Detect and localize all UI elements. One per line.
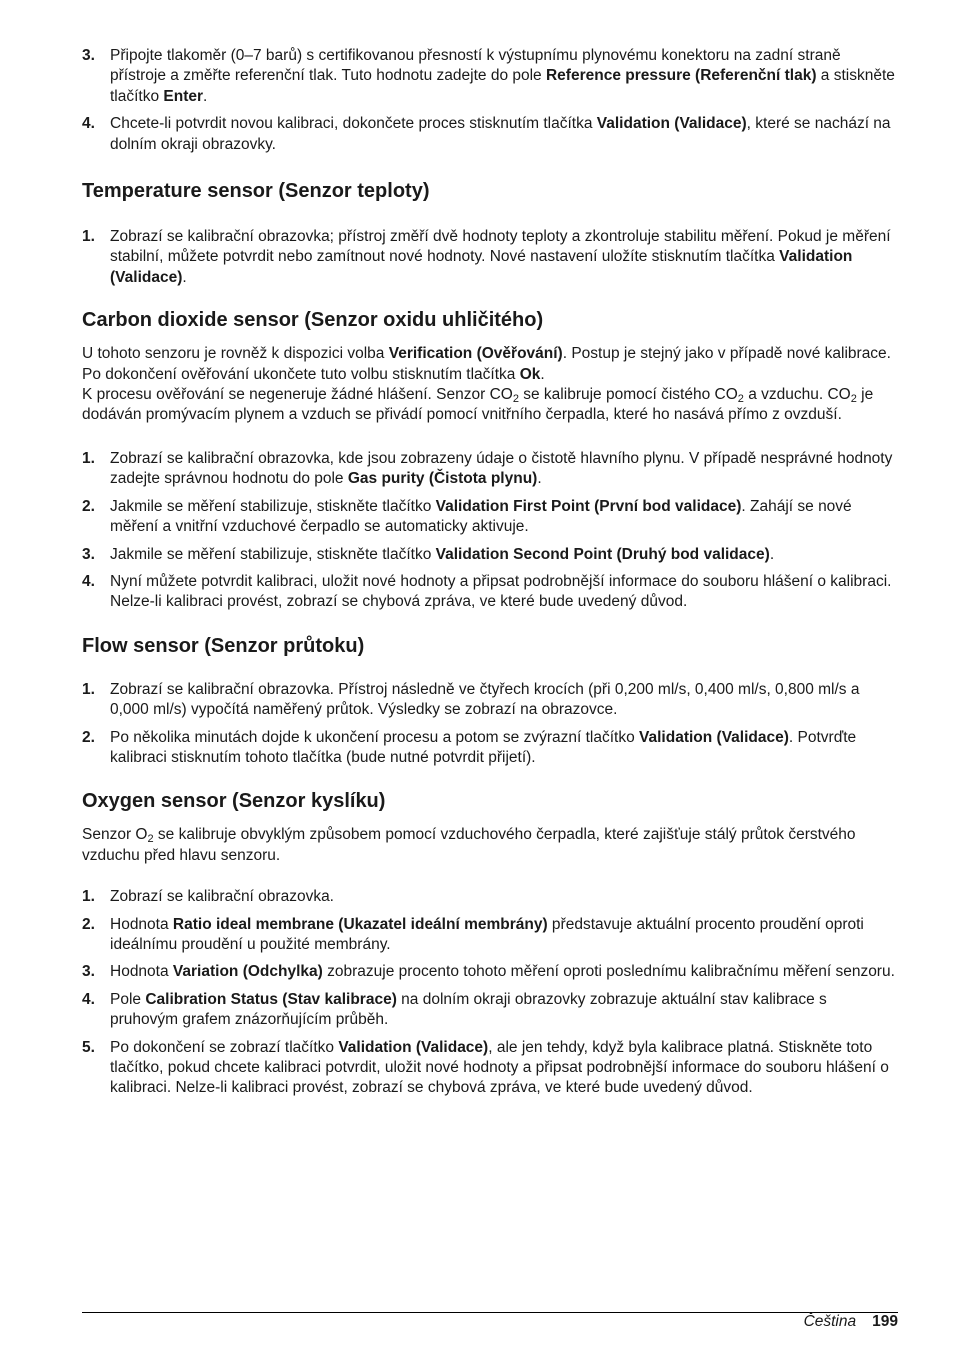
step-number: 5. <box>82 1038 95 1056</box>
step-text: Nyní můžete potvrdit kalibraci, uložit nové hodnoty a připsat podrobnější informace do souboru hlášení o kalibraci. Nelze-li kalibraci provést, zobrazí se chybová zpráva, ve které bude uvedený důvod. <box>110 572 892 611</box>
list-item <box>82 114 898 155</box>
step-text: Připojte tlakoměr (0–7 barů) s certifikovanou přesností k výstupnímu plynovému konektoru na zadní straně přístroje a změřte referenční tlak. Tuto hodnotu zadejte do pole Reference pressure (Referenční tlak) a stiskněte tlačítko Enter. <box>110 47 895 105</box>
list-item <box>82 915 898 956</box>
section-heading-flow: Flow sensor (Senzor průtoku) <box>82 634 365 657</box>
step-text: Po několika minutách dojde k ukončení procesu a potom se zvýrazní tlačítko Validation (Validace). Potvrďte kalibraci stisknutím tohoto tlačítka (bude nutné potvrdit přijetí). <box>110 728 857 766</box>
step-number: 1. <box>82 888 95 906</box>
flow-steps <box>82 680 898 769</box>
page-number: 199 <box>872 1313 898 1330</box>
step-number: 4. <box>82 990 95 1008</box>
step-text: Chcete-li potvrdit novou kalibraci, dokončete proces stisknutím tlačítka Validation (Validace), které se nachází na dolním okraji obrazovky. <box>110 115 891 153</box>
step-text: Zobrazí se kalibrační obrazovka. <box>110 888 334 906</box>
step-text: Hodnota Variation (Odchylka) zobrazuje procento tohoto měření oproti poslednímu kalibračnímu měření senzoru. <box>110 963 895 981</box>
co2-steps <box>82 449 898 613</box>
step-number: 4. <box>82 572 95 590</box>
section-heading-co2: Carbon dioxide sensor (Senzor oxidu uhličitého) <box>82 309 544 332</box>
list-item <box>82 46 898 107</box>
list-item <box>82 680 898 721</box>
step-number: 4. <box>82 115 95 133</box>
oxygen-paragraph: Senzor $O_2$ se kalibruje obvyklým způsobem pomocí vzduchového čerpadla, které zajišťuje stálý průtok čerstvého vzduchu před hlavu senzoru. <box>82 826 856 864</box>
list-item <box>82 962 898 982</box>
step-text: Jakmile se měření stabilizuje, stiskněte tlačítko Validation Second Point (Druhý bod validace). <box>110 545 775 563</box>
page-content <box>82 46 898 1106</box>
list-item <box>82 497 898 538</box>
step-text: Zobrazí se kalibrační obrazovka. Přístroj následně ve čtyřech krocích (při 0,200 ml/s, 0,400 ml/s, 0,800 ml/s a 0,000 ml/s) vypočítá naměřený průtok. Výsledky se zobrazí na obrazovce. <box>110 680 860 719</box>
list-item <box>82 887 898 907</box>
list-item <box>82 572 898 613</box>
list-item <box>82 990 898 1031</box>
step-text: Pole Calibration Status (Stav kalibrace) na dolním okraji obrazovky zobrazuje aktuální stav kalibrace s pruhovým grafem znázorňujícím průběh. <box>110 990 827 1029</box>
step-text: Zobrazí se kalibrační obrazovka, kde jsou zobrazeny údaje o čistotě hlavního plynu. V případě nesprávné hodnoty zadejte správnou hodnotu do pole Gas purity (Čistota plynu). <box>110 449 893 488</box>
section-heading-oxygen: Oxygen sensor (Senzor kyslíku) <box>82 790 386 813</box>
page-footer <box>804 1312 898 1332</box>
section-heading-temperature: Temperature sensor (Senzor teploty) <box>82 180 430 203</box>
co2-paragraph: U tohoto senzoru je rovněž k dispozici volba Verification (Ověřování). Postup je stejný jako v případě nové kalibrace. Po dokončení ověřování ukončete tuto volbu stisknutím tlačítka Ok. K procesu ověřování se negeneruje žádné hlášení. Senzor $CO_2$ se kalibruje pomocí čistého $CO_2$ a vzduchu. $CO_2$ je dodáván promývacím plynem a vzduch se přivádí pomocí vnitřního čerpadla, které ho nasává přímo z ovzduší. <box>82 345 891 424</box>
oxygen-steps <box>82 887 898 1099</box>
temperature-steps <box>82 227 898 288</box>
footer-divider <box>82 1312 898 1313</box>
step-number: 1. <box>82 449 95 467</box>
step-number: 3. <box>82 47 95 64</box>
list-item <box>82 545 898 565</box>
footer-language: Čeština <box>803 1313 857 1330</box>
step-text: Hodnota Ratio ideal membrane (Ukazatel ideální membrány) představuje aktuální procento proudění oproti ideálnímu proudění u použité membrány. <box>110 915 864 953</box>
step-number: 1. <box>82 228 95 246</box>
step-number: 2. <box>82 728 95 746</box>
step-number: 2. <box>82 497 95 515</box>
list-item <box>82 1038 898 1099</box>
step-text: Po dokončení se zobrazí tlačítko Validation (Validace), ale jen tehdy, když byla kalibrace platná. Stiskněte toto tlačítko, pokud chcete kalibraci potvrdit, uložit nové hodnoty a připsat podrobnější informace do souboru hlášení o kalibraci. Nelze-li kalibraci provést, zobrazí se chybová zpráva, ve které bude uvedený důvod. <box>110 1038 889 1097</box>
step-text: Zobrazí se kalibrační obrazovka; přístroj změří dvě hodnoty teploty a zkontroluje stabilitu měření. Pokud je měření stabilní, můžete potvrdit nebo zamítnout nové hodnoty. Nové nastavení uložíte stisknutím tlačítka Validation (Validace). <box>110 228 891 286</box>
step-number: 2. <box>82 915 95 933</box>
list-item <box>82 449 898 490</box>
list-item <box>82 227 898 288</box>
step-number: 1. <box>82 680 95 698</box>
step-number: 3. <box>82 545 95 563</box>
step-number: 3. <box>82 963 95 981</box>
intro-steps <box>82 46 898 155</box>
list-item <box>82 728 898 769</box>
step-text: Jakmile se měření stabilizuje, stiskněte tlačítko Validation First Point (První bod validace). Zahájí se nové měření a vnitřní vzduchové čerpadlo se automaticky aktivuje. <box>110 497 852 536</box>
